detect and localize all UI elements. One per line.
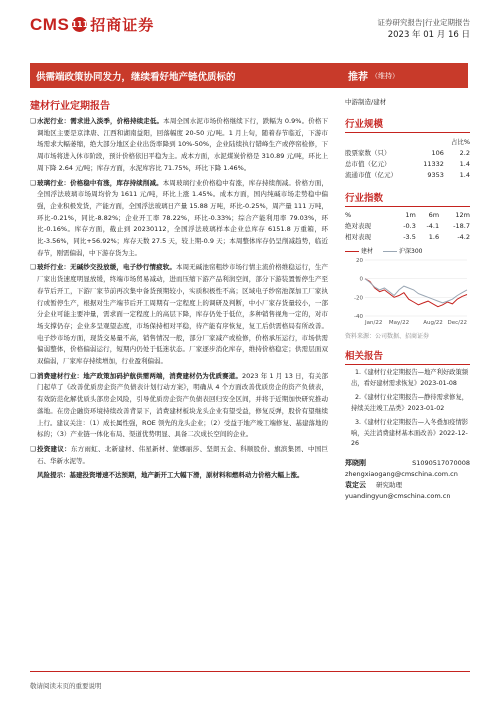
body-paragraph [30, 116, 328, 175]
x-tick-label: Aug/22 [423, 320, 443, 326]
rating-note: （维持） [371, 71, 399, 80]
paragraph-lead: 玻璃行业：价格稳中有涨，库存持续削减。 [37, 178, 163, 187]
scale-row-value: 106 [431, 148, 444, 157]
report-meta [377, 16, 470, 42]
report-date: 2023 年 01 月 16 日 [387, 30, 470, 40]
perf-row-label: 绝对表现 [345, 222, 371, 230]
paragraph-lead: 投资建议： [37, 444, 71, 453]
analyst-block [345, 458, 470, 502]
analyst-row [345, 458, 470, 469]
bullet-icon: ❑ [30, 263, 36, 272]
body-paragraph [30, 470, 328, 482]
analyst-email[interactable]: zhengxiaogang@cmschina.com.cn [345, 469, 458, 478]
analyst-role: 研究助理 [376, 480, 402, 489]
paragraph-lead: 消费建材行业：地产政策加码护航供需两端，消费建材仍为优质赛道。 [37, 371, 242, 380]
perf-cell: -4.1 [426, 221, 440, 230]
perf-table [345, 210, 470, 242]
y-tick-label: 0 [359, 276, 363, 283]
scale-unit: 占比% [450, 138, 470, 146]
related-report-item[interactable]: 3.《建材行业定期报告—入冬叠加疫情影响，关注消费建材基本面改善》2022-12-26 [351, 419, 469, 447]
paragraph-lead: 水泥行业：需求进入淡季，价格持续走低。 [37, 117, 164, 125]
scale-row-label: 流通市值（亿元） [345, 171, 397, 179]
x-tick-label: Jan/22 [365, 320, 383, 326]
y-tick-label: -40 [354, 314, 363, 320]
paragraph-text: 本周玻璃行业价格稳中有涨，库存持续削减。价格方面，全国浮法玻璃市场周均价为 1611 元/吨，环比上涨 1.45%。成本方面，国内纯碱市场走势稳中偏强，企业积极发货，产能方面，全国浮法玻璃日产量 15.88 万吨，环比-0.25%，周产量 111 万吨，环比-0.21%，同比-8.82%；企业开工率 78.22%，环比-0.33%；综合产能利用率 79.03%，环比-0.16%。库存方面，截止到 20230112，全国浮法玻璃样本企业总库存 6151.8 万重箱，环比-3.56%，同比+56.92%；库存天数 27.5 天，较上期-0.9 天；本周整体库存仍呈削减趋势，临近春节，刚需偏弱，中下游存货为主。 [37, 178, 329, 257]
table-row [345, 169, 470, 180]
report-subtitle: 建材行业定期报告 [30, 101, 110, 112]
bullet-icon: ❑ [30, 371, 36, 380]
perf-row-label: 相对表现 [345, 233, 371, 241]
scale-row-label: 总市值（亿元） [345, 160, 391, 168]
footer-divider [30, 671, 470, 672]
perf-title: 行业指数 [345, 190, 470, 207]
analyst-name: 袁定云 [345, 480, 366, 489]
legend-item-1 [345, 246, 373, 255]
body-paragraph [30, 371, 328, 441]
paragraph-lead: 风险提示：基建投资增速不达预期，地产新开工大幅下滑，原材料和燃料动力价格大幅上涨。 [37, 471, 304, 480]
perf-header: 12m [455, 211, 470, 219]
footer-note: 敬请阅读末页的重要说明 [30, 682, 102, 690]
analyst-id: S1090517070008 [412, 458, 470, 467]
analyst-row [345, 480, 470, 491]
perf-cell: 1.6 [428, 232, 440, 241]
chart-legend [345, 246, 470, 255]
related-report-item[interactable]: 1.《建材行业定期报告—地产利好政策频出，看好建材需求恢复》2023-01-08 [351, 369, 469, 387]
body-paragraph [30, 178, 328, 260]
body-paragraph [30, 262, 328, 367]
index-chart [345, 246, 470, 340]
perf-header: 6m [428, 211, 440, 219]
bullet-icon: ❑ [30, 117, 36, 125]
body-paragraph [30, 444, 328, 467]
logo-seal-icon: 111 [72, 17, 87, 32]
sidebar [345, 97, 470, 502]
report-type: 证券研究报告|行业定期报告 [377, 18, 470, 27]
bullet-icon: ❑ [30, 178, 36, 187]
title-banner [30, 63, 468, 88]
paragraph-text: 本周无碱池窑粗纱市场行情主流价格维稳运行，生产厂家出货速度明显放缓，终端市场贸易减动，进而压缩下游产品利润空间，部分下游装置暂停生产至春节后开工，下游厂家节前再次集中备货预期较小，实质积极性不高；区域电子纱窑池深加工厂家执行或暂停生产，根据对生产端节后开工周期有一定程度上的调研及判断，中小厂家存货量较小，一部分企业可能主要冲量，需求面一定程度上的高层下降，库存仍处于低位，多种销售视角一定的，对市场支撑仍存；企业多呈观望态度，市场保持相对平稳，待产能有序恢复，复工后供需格局有所改善。电子纱市场方面，现货交易量不高，销售情况一般，部分厂家减产或检修，价格承压运行，市场供需偏弱整体，价格偏弱运行，短期内仍处于低迷状态。厂家逐步消化库存，维持价格稳定；供需层面双双偏弱，厂家库存持续增加，行业盈利偏弱。 [37, 263, 329, 366]
legend-label-1: 建材 [361, 248, 374, 255]
legend-label-2: 沪深300 [399, 248, 423, 255]
rating [348, 63, 399, 88]
scale-row-pct: 1.4 [459, 170, 470, 179]
report-title: 供需端政策协同发力，继续看好地产链优质标的 [36, 71, 236, 83]
series-line-1 [365, 279, 467, 307]
paragraph-text: 本周全国水泥市场价格继续下行，跌幅为 0.9%。价格下调地区主要是京津唐、江西和湖南益阳，回落幅度 20-50 元/吨。1 月上旬，随着春节临近，下游市场需求大幅萎缩，绝大部分地区企业出货率降到 10%-50%，企业陆续执行错峰生产或停窑检修，下周市场将进入休市阶段，预计价格依旧平稳为主。成本方面，水泥煤炭价格是 310.89 元/吨，环比上周下降 2.64 元/吨；库存方面，水泥库容比 71.75%，环比下降 1.46%。 [37, 117, 328, 172]
table-row [345, 231, 470, 242]
y-tick-label: 20 [356, 258, 363, 264]
perf-header: % [345, 211, 352, 219]
legend-item-2 [383, 246, 422, 255]
rating-label: 推荐 [348, 72, 368, 83]
perf-header: 1m [405, 211, 416, 219]
logo-cn-text: 招商证券 [90, 16, 155, 34]
brand-logo [30, 14, 154, 35]
scale-title: 行业规模 [345, 116, 470, 133]
scale-row-pct: 2.2 [459, 148, 470, 157]
related-report-list [345, 368, 470, 450]
industry-label: 中游制造/建材 [345, 98, 387, 106]
scale-table [345, 136, 470, 180]
paragraph-lead: 玻纤行业：无碱纱交投放缓，电子纱行情疲软。 [37, 263, 176, 272]
bullet-icon: ❑ [30, 444, 36, 453]
perf-cell: -3.5 [403, 232, 416, 241]
scale-row-value: 11332 [423, 159, 444, 168]
series-line-2 [365, 279, 467, 303]
perf-cell: -4.2 [457, 232, 470, 241]
scale-row-label: 股票家数（只） [345, 149, 391, 157]
analyst-name: 郑晓刚 [345, 458, 366, 467]
related-report-item[interactable]: 2.《建材行业定期报告—静待需求修复，持续关注竣工品类》2023-01-02 [351, 394, 469, 412]
paragraph-text: 2023 年 1 月 13 日，有关部门起草了《改善优质房企资产负债表计划行动方案》，明确从 4 个方面改善优质房企的资产负债表，有效防范化解优质头部房企风险，引导优质房企资产负债表回归安全区间，并将于近期加快研究推动落地。在房企融资环境持续改善背景下，消费建材板块龙头企业有望受益，修复反弹，股价有望继续上行。建议关注：（1）成长属性强，ROE 领先的龙头企业；（2）受益于地产竣工端修复、基建落地的标的；（3）产业链一体化布局、渠道优势明显、具备二次成长空间的企业。 [37, 371, 328, 439]
table-header [345, 210, 470, 220]
table-row [345, 147, 470, 158]
scale-row-pct: 1.4 [459, 159, 470, 168]
index-line-chart [345, 256, 470, 328]
analyst-email[interactable]: yuandingyun@cmschina.com.cn [345, 491, 451, 500]
table-row [345, 220, 470, 231]
paragraph-text: 东方雨虹、北新建材、伟星新材、蒙娜丽莎、坚朗五金、科顺股份、旗滨集团、中国巨石、华新水泥等。 [37, 444, 329, 465]
perf-cell: -0.3 [403, 221, 416, 230]
perf-cell: -18.7 [453, 221, 470, 230]
related-title: 相关报告 [345, 348, 470, 365]
chart-source: 资料来源：公司数据、招商证券 [345, 333, 430, 340]
logo-cms-text: CMS [30, 14, 70, 34]
main-body [30, 116, 328, 485]
table-row [345, 158, 470, 169]
x-tick-label: May/22 [388, 320, 410, 326]
y-tick-label: -20 [354, 295, 363, 302]
x-tick-label: Dec/22 [447, 320, 467, 326]
scale-row-value: 9353 [427, 170, 444, 179]
